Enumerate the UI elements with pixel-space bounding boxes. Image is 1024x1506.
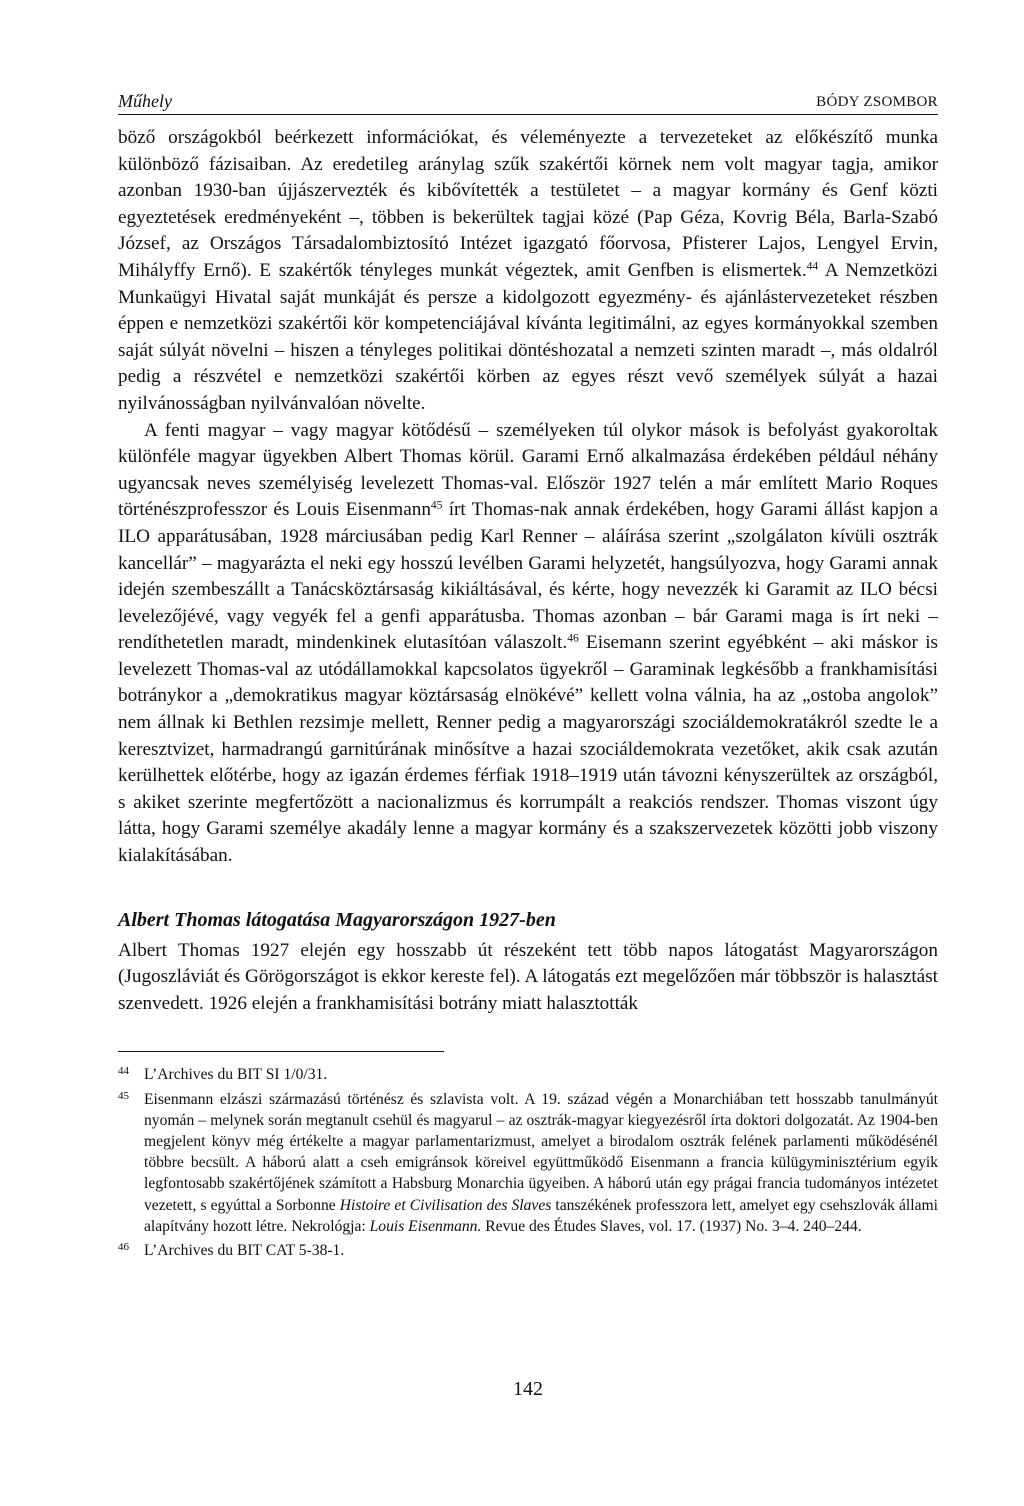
section-label: Műhely [118, 91, 172, 111]
footnote-ref[interactable]: 46 [567, 632, 579, 645]
section-heading: Albert Thomas látogatása Magyarországon 1927-ben [118, 908, 556, 931]
paragraph: A fenti magyar – vagy magyar kötődésű – személyeken túl olykor mások is befolyást gyakoroltak különféle magyar ügyekben Albert Thomas körül. Garami Ernő alkalmazása érdekében például néhány ugyancsak neves személyiség levelezett Thomas-val. Először 1927 telén a már említett Mario Roques történészprofesszor és Louis Eisenmann$^{45}$ írt Thomas-nak annak érdekében, hogy Garami állást kapjon a ILO apparátusában, 1928 márciusában pedig Karl Renner – aláírása szerint „szolgálaton kívüli osztrák kancellár” – magyarázta el neki egy hosszú levélben Garami helyzetét, hangsúlyozva, hogy Garami annak idején szembeszállt a Tanácsköztársaság kikiáltásával, és kérte, hogy nevezzék ki Garamit az ILO bécsi levelezőjévé, vagy vegyék fel a genfi apparátusba. Thomas azonban – bár Garami maga is írt neki – rendíthetetlen maradt, mindenkinek elutasítóan válaszolt.$^{46}$ Eisemann szerint egyébként – aki máskor is levelezett Thomas-val az utódállamokkal kapcsolatos ügyekről – Garaminak legkésőbb a frankhamisítási botránykor a „demokratikus magyar köztársaság elnökévé” kellett volna válnia, ha az „ostoba angolok” nem állnak ki Bethlen rezsimje mellett, Renner pedig a magyarországi szociáldemokratákról szedte le a keresztvizet, harmadrangú garnitúrának minősítve a hazai szociáldemokrata vezetőket, akik csak azután kerülhettek előtérbe, hogy az igazán érdemes férfiak 1918–1919 után távozni kényszerültek az országból, s akiket szerinte megfertőzött a nacionalizmus és korrumpált a reakciós rendszer. Thomas viszont úgy látta, hogy Garami személye akadály lenne a magyar kormány és a szakszervezetek közötti jobb viszony kialakításában. [118, 419, 938, 867]
paragraph: böző országokból beérkezett információkat, és véleményezte a tervezeteket az előkészítő munka különböző fázisaiban. Az eredetileg aránylag szűk szakértői körnek nem volt magyar tagja, amikor azonban 1930-ban újjászervezték és kibővítették a testületet – a magyar kormány és Genf közti egyeztetések eredményeként –, többen is bekerültek tagjai közé (Pap Géza, Kovrig Béla, Barla-Szabó József, az Országos Társadalombiztosító Intézet igazgató főorvosa, Pfisterer Lajos, Lengyel Ervin, Mihályffy Ernő). E szakértők tényleges munkát végeztek, amit Genfben is elismertek.$^{44}$ A Nemzetközi Munkaügyi Hivatal saját munkáját és persze a kidolgozott egyezmény- és ajánlástervezeteket részben éppen e nemzetközi szakértői kör kompetenciájával kívánta legitimálni, az egyes kormányokkal szemben saját súlyát növelni – hiszen a tényleges politikai döntéshozatal a nemzeti szinten maradt –, más oldalról pedig a részvétel e nemzetközi szakértői körben az egyes részt vevő személyek súlyát a hazai nyilvánosságban nyilvánvalóan növelte. [118, 127, 938, 414]
footnote-ref[interactable]: 45 [430, 499, 443, 512]
footnote: 46 L’Archives du BIT CAT 5-38-1. [118, 1241, 345, 1260]
author-name: BÓDY ZSOMBOR [816, 94, 938, 110]
page [118, 88, 938, 1400]
footnote-number: 46 [118, 1241, 129, 1254]
footnotes [118, 1064, 938, 1261]
footnote: 44 L’Archives du BIT SI 1/0/31. [118, 1065, 328, 1084]
footnote-number: 45 [118, 1089, 129, 1102]
footnote: 45 Eisenmann elzászi származású történész és szlavista volt. A 19. század végén a Monarchiában tett hosszabb tanulmányút nyomán – melynek során megtanult csehül és magyarul – az osztrák-magyar kiegyezésről írta doktori dolgozatát. Az 1904-ben megjelent könyv még értékelte a magyar parlamentarizmust, amelyet a birodalom osztrák felének parlamenti működésénél többre becsült. A háború alatt a cseh emigránsok köreivel együttműködő Eisenmann a francia külügyminisztérium egyik legfontosabb szakértőjének számított a Habsburg Monarchia ügyeiben. A háború után egy prágai francia tudományos intézetet vezetett, s egyúttal a Sorbonne Histoire et Civilisation des Slaves tanszékének professzora lett, amelyet egy csehszlovák állami alapítvány hozott létre. Nekrológja: Louis Eisenmann. Revue des Études Slaves, vol. 17. (1937) No. 3–4. 240–244. [118, 1089, 938, 1235]
paragraph: Albert Thomas 1927 elején egy hosszabb út részeként tett több napos látogatást Magyarországon (Jugoszláviát és Görögországot is ekkor kereste fel). A látogatás ezt megelőzően már többször is halasztást szenvedett. 1926 elején a frankhamisítási botrány miatt halasztották [118, 939, 938, 1014]
body-text [118, 125, 938, 1017]
footnote-number: 44 [118, 1065, 129, 1078]
footnote-ref[interactable]: 44 [806, 260, 819, 273]
book-title: Histoire et Civilisation des Slaves [339, 1196, 552, 1214]
footnote-separator [118, 1051, 444, 1052]
running-head [118, 88, 938, 115]
page-number: 142 [513, 1378, 543, 1400]
obituary-title: Louis Eisenmann. [369, 1217, 482, 1235]
